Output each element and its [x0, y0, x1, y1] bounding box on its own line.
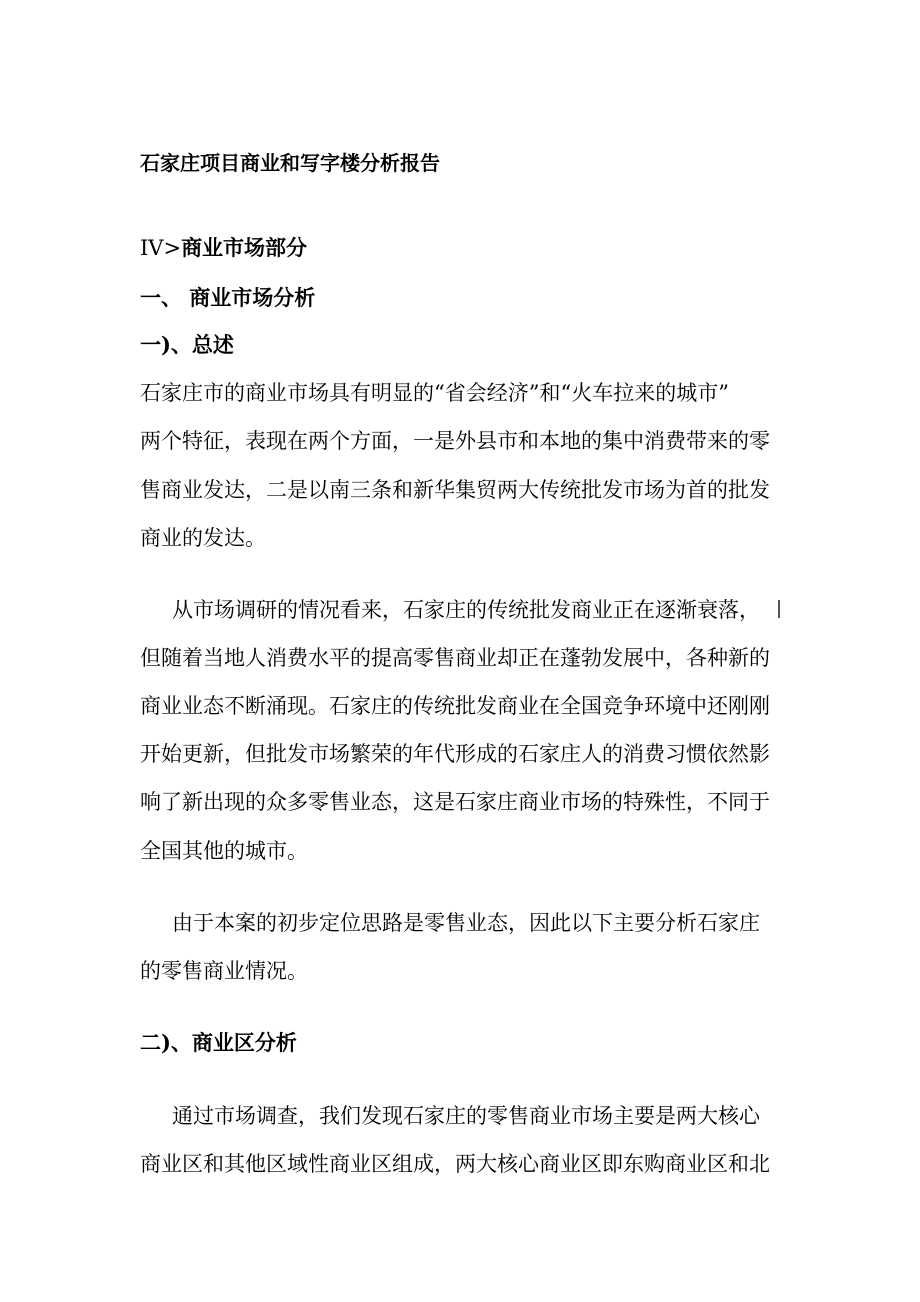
paragraph-line: 售商业发达，二是以南三条和新华集贸两大传统批发市场为首的批发: [140, 478, 770, 502]
paragraph-line: 但随着当地人消费水平的提高零售商业却正在蓬勃发展中，各种新的: [140, 646, 770, 670]
section-label: [140, 233, 307, 263]
section-label-text: 商业市场部分: [181, 235, 308, 260]
paragraph-line: 商业的发达。: [140, 526, 266, 550]
paragraph-line: 开始更新，但批发市场繁荣的年代形成的石家庄人的消费习惯依然影: [140, 742, 770, 766]
paragraph-line: 商业业态不断涌现。石家庄的传统批发商业在全国竞争环境中还刚刚: [140, 694, 770, 718]
paragraph-line: 由于本案的初步定位思路是零售业态，因此以下主要分析石家庄: [172, 911, 760, 935]
paragraph-line: 响了新出现的众多零售业态，这是石家庄商业市场的特殊性，不同于: [140, 790, 770, 814]
heading-market-analysis: 一、 商业市场分析: [140, 285, 316, 310]
paragraph-line: 全国其他的城市。: [140, 839, 308, 863]
paragraph-line: 的零售商业情况。: [140, 959, 308, 983]
heading-district-analysis: 二)、商业区分析: [140, 1030, 297, 1055]
paragraph-line: 两个特征，表现在两个方面，一是外县市和本地的集中消费带来的零: [140, 429, 770, 453]
paragraph-line: 从市场调研的情况看来，石家庄的传统批发商业正在逐渐衰落，: [172, 598, 760, 622]
paragraph-line: 石家庄市的商业市场具有明显的“省会经济”和“火车拉来的城市”: [140, 381, 729, 405]
paragraph-line: 商业区和其他区域性商业区组成，两大核心商业区即东购商业区和北: [140, 1152, 770, 1176]
heading-overview: 一)、总述: [140, 332, 234, 357]
paragraph-line: 通过市场调查，我们发现石家庄的零售商业市场主要是两大核心: [172, 1104, 760, 1128]
document-title: 石家庄项目商业和写字楼分析报告: [140, 151, 440, 175]
margin-mark: [778, 600, 780, 618]
section-label-prefix: IV>: [140, 236, 182, 260]
